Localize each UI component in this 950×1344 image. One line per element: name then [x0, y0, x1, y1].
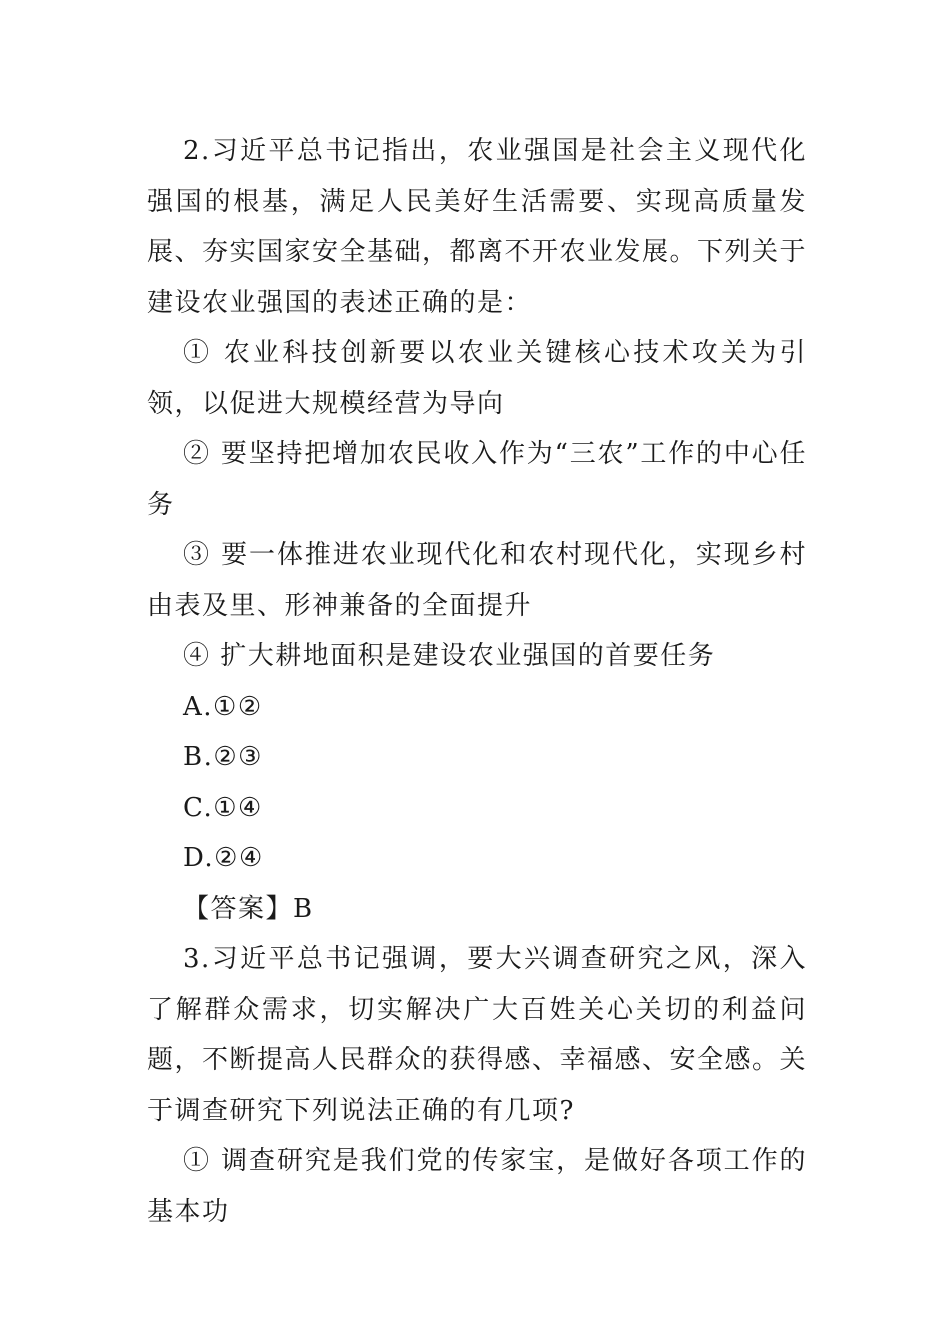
- question-2-answer: 【答案】B: [183, 893, 314, 924]
- document-page: [147, 126, 807, 1237]
- question-2-stem: 2.习近平总书记指出，农业强国是社会主义现代化强国的根基，满足人民美好生活需要、实现高质量发展、夯实国家安全基础，都离不开农业发展。下列关于建设农业强国的表述正确的是：: [147, 136, 808, 318]
- question-2-statement-2: ② 要坚持把增加农民收入作为“三农”工作的中心任务: [147, 439, 807, 520]
- question-2-statement-1: ① 农业科技创新要以农业关键核心技术攻关为引领，以促进大规模经营为导向: [147, 338, 807, 419]
- question-2-option-d: D.②④: [183, 843, 264, 873]
- question-3-statement-1: ① 调查研究是我们党的传家宝，是做好各项工作的基本功: [147, 1146, 807, 1227]
- question-2-statement-4: ④ 扩大耕地面积是建设农业强国的首要任务: [183, 641, 716, 671]
- question-2-statement-3: ③ 要一体推进农业现代化和农村现代化，实现乡村由表及里、形神兼备的全面提升: [147, 540, 807, 621]
- question-3-stem: 3.习近平总书记强调，要大兴调查研究之风，深入了解群众需求，切实解决广大百姓关心关切的利益问题，不断提高人民群众的获得感、幸福感、安全感。关于调查研究下列说法正确的有几项?: [147, 944, 808, 1126]
- question-2-option-a: A.①②: [183, 691, 263, 722]
- question-2-option-c: C.①④: [183, 792, 263, 823]
- question-2-option-b: B.②③: [183, 742, 263, 772]
